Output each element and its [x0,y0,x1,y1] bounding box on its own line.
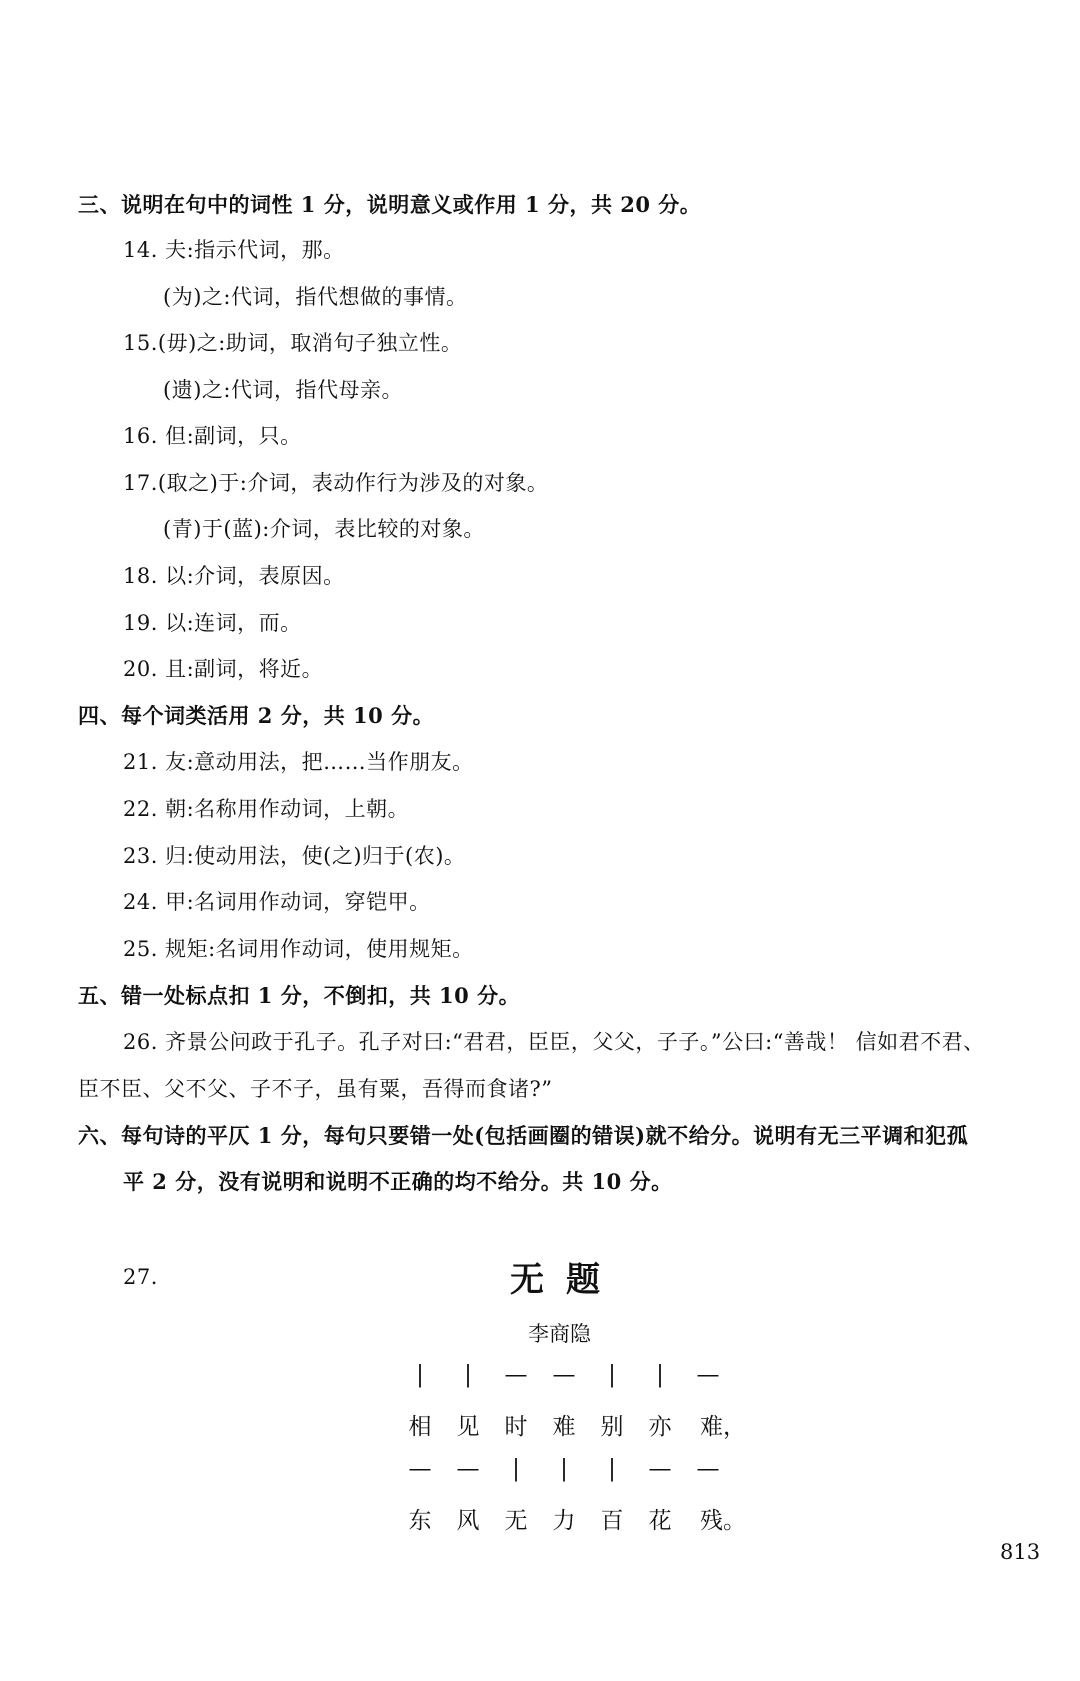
verse-char: 无 [504,1508,528,1534]
tone-mark: — [696,1362,720,1388]
answer-line-21: 21. 友:意动用法，把……当作朋友。 [123,750,474,774]
answer-line-25: 25. 规矩:名词用作动词，使用规矩。 [123,937,474,961]
verse-char: 别 [600,1414,624,1440]
tone-mark: — [456,1456,480,1482]
verse-char: 时 [504,1414,528,1440]
page-number: 813 [1000,1540,1041,1564]
verse-char: 难， [700,1414,746,1440]
verse-row-1 [0,1408,1080,1448]
tone-mark: — [408,1456,432,1482]
tone-mark: | [608,1456,616,1482]
verse-char: 相 [408,1414,432,1440]
verse-char: 见 [456,1414,480,1440]
poem-author: 李商隐 [528,1322,591,1346]
tone-row-2 [0,1456,1080,1496]
answer-line-26: 26. 齐景公问政于孔子。孔子对曰:“君君，臣臣，父父，子子。”公曰:“善哉！ 信如君不君、 [123,1030,985,1054]
answer-line-19: 19. 以:连词，而。 [123,611,302,635]
tone-mark: — [648,1456,672,1482]
tone-mark: — [552,1362,576,1388]
answer-line-17b: (青)于(蓝):介词，表比较的对象。 [163,517,485,541]
verse-char: 东 [408,1508,432,1534]
answer-line-14b: (为)之:代词，指代想做的事情。 [163,285,468,309]
verse-char: 花 [648,1508,672,1534]
poem-number: 27. [123,1265,158,1289]
section-3-heading: 三、说明在句中的词性 1 分，说明意义或作用 1 分，共 20 分。 [78,192,702,217]
verse-char: 风 [456,1508,480,1534]
answer-line-18: 18. 以:介词，表原因。 [123,564,345,588]
tone-mark: — [696,1456,720,1482]
verse-row-2 [0,1502,1080,1542]
section-6-heading-cont: 平 2 分，没有说明和说明不正确的均不给分。共 10 分。 [123,1169,673,1194]
verse-char: 百 [600,1508,624,1534]
answer-line-17: 17.(取之)于:介词，表动作行为涉及的对象。 [123,471,549,495]
verse-char: 难 [552,1414,576,1440]
answer-line-16: 16. 但:副词，只。 [123,424,302,448]
answer-line-26-cont: 臣不臣、父不父、子不子，虽有粟，吾得而食诸?” [78,1077,553,1101]
section-4-heading: 四、每个词类活用 2 分，共 10 分。 [78,703,435,728]
tone-mark: | [560,1456,568,1482]
answer-line-22: 22. 朝:名称用作动词，上朝。 [123,797,410,821]
tone-mark: | [656,1362,664,1388]
answer-line-15: 15.(毋)之:助词，取消句子独立性。 [123,331,463,355]
section-5-heading: 五、错一处标点扣 1 分，不倒扣，共 10 分。 [78,983,521,1008]
verse-char: 亦 [648,1414,672,1440]
tone-row-1 [0,1362,1080,1402]
answer-line-14: 14. 夫:指示代词，那。 [123,238,345,262]
answer-line-23: 23. 归:使动用法，使(之)归于(农)。 [123,844,466,868]
answer-line-24: 24. 甲:名词用作动词，穿铠甲。 [123,890,431,914]
answer-line-15b: (遗)之:代词，指代母亲。 [163,378,403,402]
tone-mark: — [504,1362,528,1388]
tone-mark: | [416,1362,424,1388]
section-6-heading: 六、每句诗的平仄 1 分，每句只要错一处(包括画圈的错误)就不给分。说明有无三平调和犯孤 [78,1123,969,1148]
tone-mark: | [512,1456,520,1482]
verse-char: 残。 [700,1508,746,1534]
tone-mark: | [464,1362,472,1388]
poem-title: 无题 [510,1260,622,1300]
answer-line-20: 20. 且:副词，将近。 [123,657,324,681]
verse-char: 力 [552,1508,576,1534]
tone-mark: | [608,1362,616,1388]
